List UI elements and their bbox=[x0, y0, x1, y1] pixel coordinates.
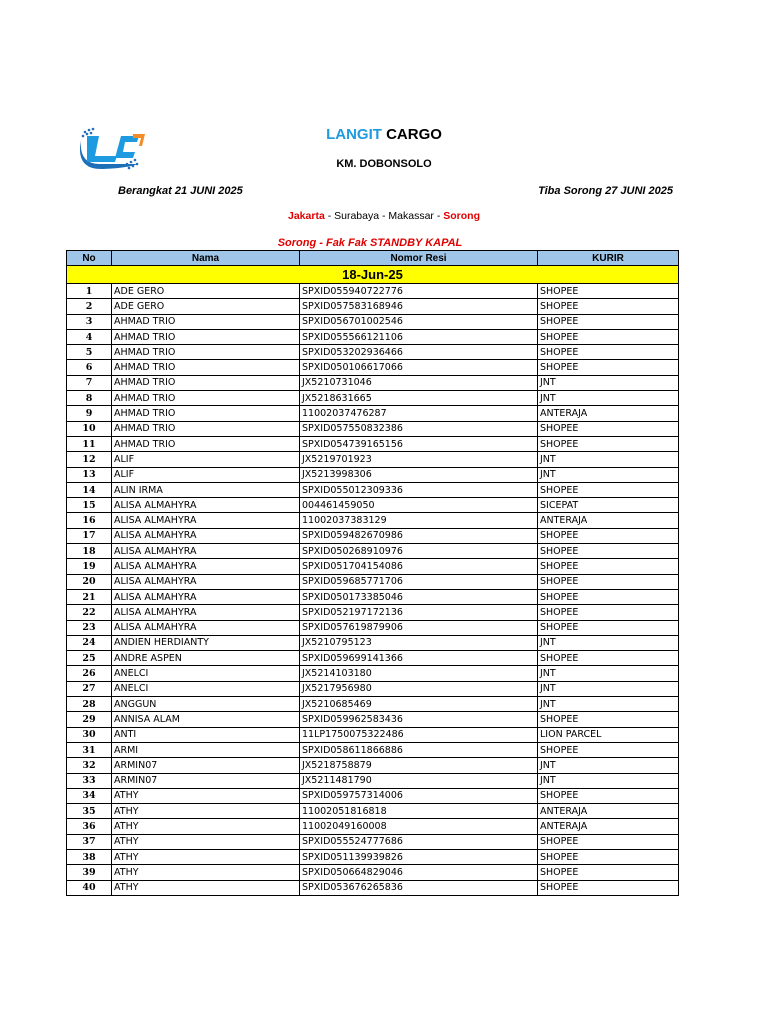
row-no: 10 bbox=[67, 421, 112, 436]
table-row bbox=[67, 544, 679, 559]
row-kurir: LION PARCEL bbox=[538, 727, 679, 742]
row-nama: AHMAD TRIO bbox=[112, 436, 300, 451]
row-nama: ARMIN07 bbox=[112, 758, 300, 773]
row-kurir: SHOPEE bbox=[538, 620, 679, 635]
row-no: 5 bbox=[67, 345, 112, 360]
row-no: 31 bbox=[67, 742, 112, 757]
row-resi: JX5211481790 bbox=[300, 773, 538, 788]
row-kurir: SHOPEE bbox=[538, 849, 679, 864]
ship-name: KM. DOBONSOLO bbox=[336, 158, 432, 170]
row-resi: SPXID052197172136 bbox=[300, 605, 538, 620]
row-nama: ALISA ALMAHYRA bbox=[112, 620, 300, 635]
table-row bbox=[67, 742, 679, 757]
row-no: 9 bbox=[67, 406, 112, 421]
row-resi: SPXID057583168946 bbox=[300, 299, 538, 314]
table-row bbox=[67, 635, 679, 650]
row-kurir: ANTERAJA bbox=[538, 406, 679, 421]
row-nama: ALISA ALMAHYRA bbox=[112, 574, 300, 589]
row-resi: JX5210731046 bbox=[300, 375, 538, 390]
row-kurir: SHOPEE bbox=[538, 528, 679, 543]
table-row bbox=[67, 406, 679, 421]
date-row bbox=[67, 266, 679, 284]
shipment-table bbox=[66, 250, 679, 896]
row-nama: ALISA ALMAHYRA bbox=[112, 605, 300, 620]
table-body bbox=[67, 266, 679, 896]
table-row bbox=[67, 865, 679, 880]
table-row bbox=[67, 880, 679, 895]
row-kurir: SHOPEE bbox=[538, 314, 679, 329]
header-no: No bbox=[67, 251, 112, 266]
row-nama: AHMAD TRIO bbox=[112, 314, 300, 329]
company-title bbox=[0, 126, 768, 143]
row-kurir: JNT bbox=[538, 758, 679, 773]
row-kurir: SHOPEE bbox=[538, 834, 679, 849]
row-no: 20 bbox=[67, 574, 112, 589]
row-kurir: JNT bbox=[538, 773, 679, 788]
row-no: 27 bbox=[67, 681, 112, 696]
table-row bbox=[67, 314, 679, 329]
row-resi: SPXID054739165156 bbox=[300, 436, 538, 451]
route-middle: - Surabaya - Makassar - bbox=[324, 210, 444, 222]
table-row bbox=[67, 849, 679, 864]
row-nama: ALISA ALMAHYRA bbox=[112, 498, 300, 513]
row-nama: ANDIEN HERDIANTY bbox=[112, 635, 300, 650]
row-kurir: SHOPEE bbox=[538, 544, 679, 559]
row-kurir: SHOPEE bbox=[538, 712, 679, 727]
row-no: 8 bbox=[67, 391, 112, 406]
row-kurir: SHOPEE bbox=[538, 329, 679, 344]
row-kurir: SHOPEE bbox=[538, 651, 679, 666]
row-no: 39 bbox=[67, 865, 112, 880]
row-kurir: JNT bbox=[538, 697, 679, 712]
row-nama: AHMAD TRIO bbox=[112, 391, 300, 406]
row-no: 29 bbox=[67, 712, 112, 727]
row-resi: SPXID050106617066 bbox=[300, 360, 538, 375]
row-resi: 11002049160008 bbox=[300, 819, 538, 834]
row-resi: JX5218631665 bbox=[300, 391, 538, 406]
row-resi: 11002051816818 bbox=[300, 804, 538, 819]
row-resi: 11002037476287 bbox=[300, 406, 538, 421]
table-row bbox=[67, 284, 679, 299]
row-kurir: JNT bbox=[538, 467, 679, 482]
row-resi: SPXID051139939826 bbox=[300, 849, 538, 864]
row-resi: SPXID053202936466 bbox=[300, 345, 538, 360]
row-resi: SPXID056701002546 bbox=[300, 314, 538, 329]
row-resi: JX5219701923 bbox=[300, 452, 538, 467]
row-nama: ANTI bbox=[112, 727, 300, 742]
row-resi: SPXID050268910976 bbox=[300, 544, 538, 559]
table-row bbox=[67, 574, 679, 589]
row-nama: ANDRE ASPEN bbox=[112, 651, 300, 666]
row-kurir: SHOPEE bbox=[538, 589, 679, 604]
row-kurir: ANTERAJA bbox=[538, 804, 679, 819]
header-nama: Nama bbox=[112, 251, 300, 266]
row-nama: ALIF bbox=[112, 452, 300, 467]
row-nama: ANGGUN bbox=[112, 697, 300, 712]
table-row bbox=[67, 681, 679, 696]
row-nama: ALISA ALMAHYRA bbox=[112, 528, 300, 543]
table-row bbox=[67, 482, 679, 497]
row-no: 16 bbox=[67, 513, 112, 528]
row-resi: JX5210685469 bbox=[300, 697, 538, 712]
row-no: 36 bbox=[67, 819, 112, 834]
table-row bbox=[67, 727, 679, 742]
row-no: 26 bbox=[67, 666, 112, 681]
table-row bbox=[67, 697, 679, 712]
row-nama: ADE GERO bbox=[112, 284, 300, 299]
row-nama: ALISA ALMAHYRA bbox=[112, 544, 300, 559]
route-end: Sorong bbox=[443, 210, 480, 222]
row-no: 19 bbox=[67, 559, 112, 574]
row-resi: JX5210795123 bbox=[300, 635, 538, 650]
row-resi: JX5213998306 bbox=[300, 467, 538, 482]
row-nama: ARMI bbox=[112, 742, 300, 757]
table-row bbox=[67, 421, 679, 436]
table-row bbox=[67, 498, 679, 513]
arrival-date: Tiba Sorong 27 JUNI 2025 bbox=[538, 185, 673, 197]
row-nama: AHMAD TRIO bbox=[112, 360, 300, 375]
row-no: 30 bbox=[67, 727, 112, 742]
row-no: 18 bbox=[67, 544, 112, 559]
row-resi: SPXID053676265836 bbox=[300, 880, 538, 895]
table-row bbox=[67, 452, 679, 467]
row-resi: SPXID057550832386 bbox=[300, 421, 538, 436]
table-row bbox=[67, 360, 679, 375]
row-resi: SPXID051704154086 bbox=[300, 559, 538, 574]
table-row bbox=[67, 804, 679, 819]
row-nama: ALIN IRMA bbox=[112, 482, 300, 497]
table-row bbox=[67, 528, 679, 543]
row-kurir: SHOPEE bbox=[538, 284, 679, 299]
row-kurir: SHOPEE bbox=[538, 880, 679, 895]
row-no: 25 bbox=[67, 651, 112, 666]
row-nama: ATHY bbox=[112, 849, 300, 864]
row-nama: ATHY bbox=[112, 865, 300, 880]
row-resi: 004461459050 bbox=[300, 498, 538, 513]
table-row bbox=[67, 651, 679, 666]
row-nama: ATHY bbox=[112, 819, 300, 834]
row-resi: SPXID058611866886 bbox=[300, 742, 538, 757]
row-kurir: JNT bbox=[538, 375, 679, 390]
row-kurir: JNT bbox=[538, 391, 679, 406]
table-row bbox=[67, 773, 679, 788]
row-kurir: SHOPEE bbox=[538, 605, 679, 620]
row-kurir: SICEPAT bbox=[538, 498, 679, 513]
row-resi: SPXID055524777686 bbox=[300, 834, 538, 849]
row-no: 3 bbox=[67, 314, 112, 329]
table-row bbox=[67, 345, 679, 360]
row-kurir: ANTERAJA bbox=[538, 513, 679, 528]
route-start: Jakarta bbox=[288, 210, 325, 222]
table-row bbox=[67, 819, 679, 834]
brand-first: LANGIT bbox=[326, 126, 382, 143]
row-resi: JX5217956980 bbox=[300, 681, 538, 696]
row-no: 15 bbox=[67, 498, 112, 513]
table-row bbox=[67, 513, 679, 528]
row-kurir: SHOPEE bbox=[538, 345, 679, 360]
row-resi: SPXID059757314006 bbox=[300, 788, 538, 803]
row-kurir: SHOPEE bbox=[538, 788, 679, 803]
row-resi: 11002037383129 bbox=[300, 513, 538, 528]
row-no: 38 bbox=[67, 849, 112, 864]
row-resi: 11LP1750075322486 bbox=[300, 727, 538, 742]
row-nama: ALISA ALMAHYRA bbox=[112, 513, 300, 528]
row-no: 4 bbox=[67, 329, 112, 344]
row-no: 23 bbox=[67, 620, 112, 635]
row-resi: SPXID059699141366 bbox=[300, 651, 538, 666]
table-row bbox=[67, 467, 679, 482]
row-no: 35 bbox=[67, 804, 112, 819]
row-kurir: JNT bbox=[538, 635, 679, 650]
table-row bbox=[67, 758, 679, 773]
table-row bbox=[67, 666, 679, 681]
row-resi: SPXID059482670986 bbox=[300, 528, 538, 543]
row-no: 12 bbox=[67, 452, 112, 467]
row-kurir: SHOPEE bbox=[538, 482, 679, 497]
row-no: 13 bbox=[67, 467, 112, 482]
row-kurir: SHOPEE bbox=[538, 559, 679, 574]
row-kurir: SHOPEE bbox=[538, 865, 679, 880]
table-row bbox=[67, 559, 679, 574]
row-no: 21 bbox=[67, 589, 112, 604]
row-nama: ALISA ALMAHYRA bbox=[112, 589, 300, 604]
row-kurir: JNT bbox=[538, 681, 679, 696]
row-nama: AHMAD TRIO bbox=[112, 406, 300, 421]
row-no: 33 bbox=[67, 773, 112, 788]
row-resi: JX5214103180 bbox=[300, 666, 538, 681]
row-no: 24 bbox=[67, 635, 112, 650]
row-no: 32 bbox=[67, 758, 112, 773]
row-resi: SPXID055940722776 bbox=[300, 284, 538, 299]
row-nama: ALIF bbox=[112, 467, 300, 482]
row-nama: ANELCI bbox=[112, 681, 300, 696]
row-no: 7 bbox=[67, 375, 112, 390]
row-nama: AHMAD TRIO bbox=[112, 329, 300, 344]
row-no: 34 bbox=[67, 788, 112, 803]
table-row bbox=[67, 589, 679, 604]
table-row bbox=[67, 299, 679, 314]
row-nama: ATHY bbox=[112, 788, 300, 803]
table-row bbox=[67, 329, 679, 344]
row-kurir: ANTERAJA bbox=[538, 819, 679, 834]
departure-date: Berangkat 21 JUNI 2025 bbox=[118, 185, 243, 197]
row-no: 14 bbox=[67, 482, 112, 497]
brand-second: CARGO bbox=[386, 126, 442, 143]
row-no: 6 bbox=[67, 360, 112, 375]
row-nama: ATHY bbox=[112, 880, 300, 895]
header-resi: Nomor Resi bbox=[300, 251, 538, 266]
row-no: 2 bbox=[67, 299, 112, 314]
row-kurir: SHOPEE bbox=[538, 436, 679, 451]
row-nama: ATHY bbox=[112, 804, 300, 819]
row-nama: AHMAD TRIO bbox=[112, 421, 300, 436]
table-header-row bbox=[67, 251, 679, 266]
row-no: 28 bbox=[67, 697, 112, 712]
row-resi: SPXID050664829046 bbox=[300, 865, 538, 880]
sheet-subtitle: Sorong - Fak Fak STANDBY KAPAL bbox=[277, 237, 463, 249]
row-kurir: SHOPEE bbox=[538, 742, 679, 757]
row-no: 11 bbox=[67, 436, 112, 451]
header-kurir: KURIR bbox=[538, 251, 679, 266]
row-nama: ANELCI bbox=[112, 666, 300, 681]
row-no: 40 bbox=[67, 880, 112, 895]
date-cell: 18-Jun-25 bbox=[67, 266, 679, 284]
row-no: 37 bbox=[67, 834, 112, 849]
row-no: 17 bbox=[67, 528, 112, 543]
row-nama: ALISA ALMAHYRA bbox=[112, 559, 300, 574]
row-resi: SPXID055566121106 bbox=[300, 329, 538, 344]
row-kurir: SHOPEE bbox=[538, 574, 679, 589]
table-row bbox=[67, 605, 679, 620]
table-row bbox=[67, 788, 679, 803]
table-row bbox=[67, 436, 679, 451]
row-resi: SPXID057619879906 bbox=[300, 620, 538, 635]
row-kurir: JNT bbox=[538, 666, 679, 681]
row-nama: AHMAD TRIO bbox=[112, 345, 300, 360]
table-row bbox=[67, 391, 679, 406]
row-kurir: JNT bbox=[538, 452, 679, 467]
row-no: 1 bbox=[67, 284, 112, 299]
row-resi: SPXID059685771706 bbox=[300, 574, 538, 589]
route-line bbox=[0, 210, 768, 222]
row-resi: JX5218758879 bbox=[300, 758, 538, 773]
table-row bbox=[67, 620, 679, 635]
table-row bbox=[67, 712, 679, 727]
row-nama: ADE GERO bbox=[112, 299, 300, 314]
row-kurir: SHOPEE bbox=[538, 360, 679, 375]
row-no: 22 bbox=[67, 605, 112, 620]
table-row bbox=[67, 375, 679, 390]
row-kurir: SHOPEE bbox=[538, 421, 679, 436]
row-nama: ARMIN07 bbox=[112, 773, 300, 788]
row-nama: ATHY bbox=[112, 834, 300, 849]
row-nama: ANNISA ALAM bbox=[112, 712, 300, 727]
row-resi: SPXID059962583436 bbox=[300, 712, 538, 727]
row-kurir: SHOPEE bbox=[538, 299, 679, 314]
row-resi: SPXID055012309336 bbox=[300, 482, 538, 497]
row-nama: AHMAD TRIO bbox=[112, 375, 300, 390]
table-row bbox=[67, 834, 679, 849]
row-resi: SPXID050173385046 bbox=[300, 589, 538, 604]
